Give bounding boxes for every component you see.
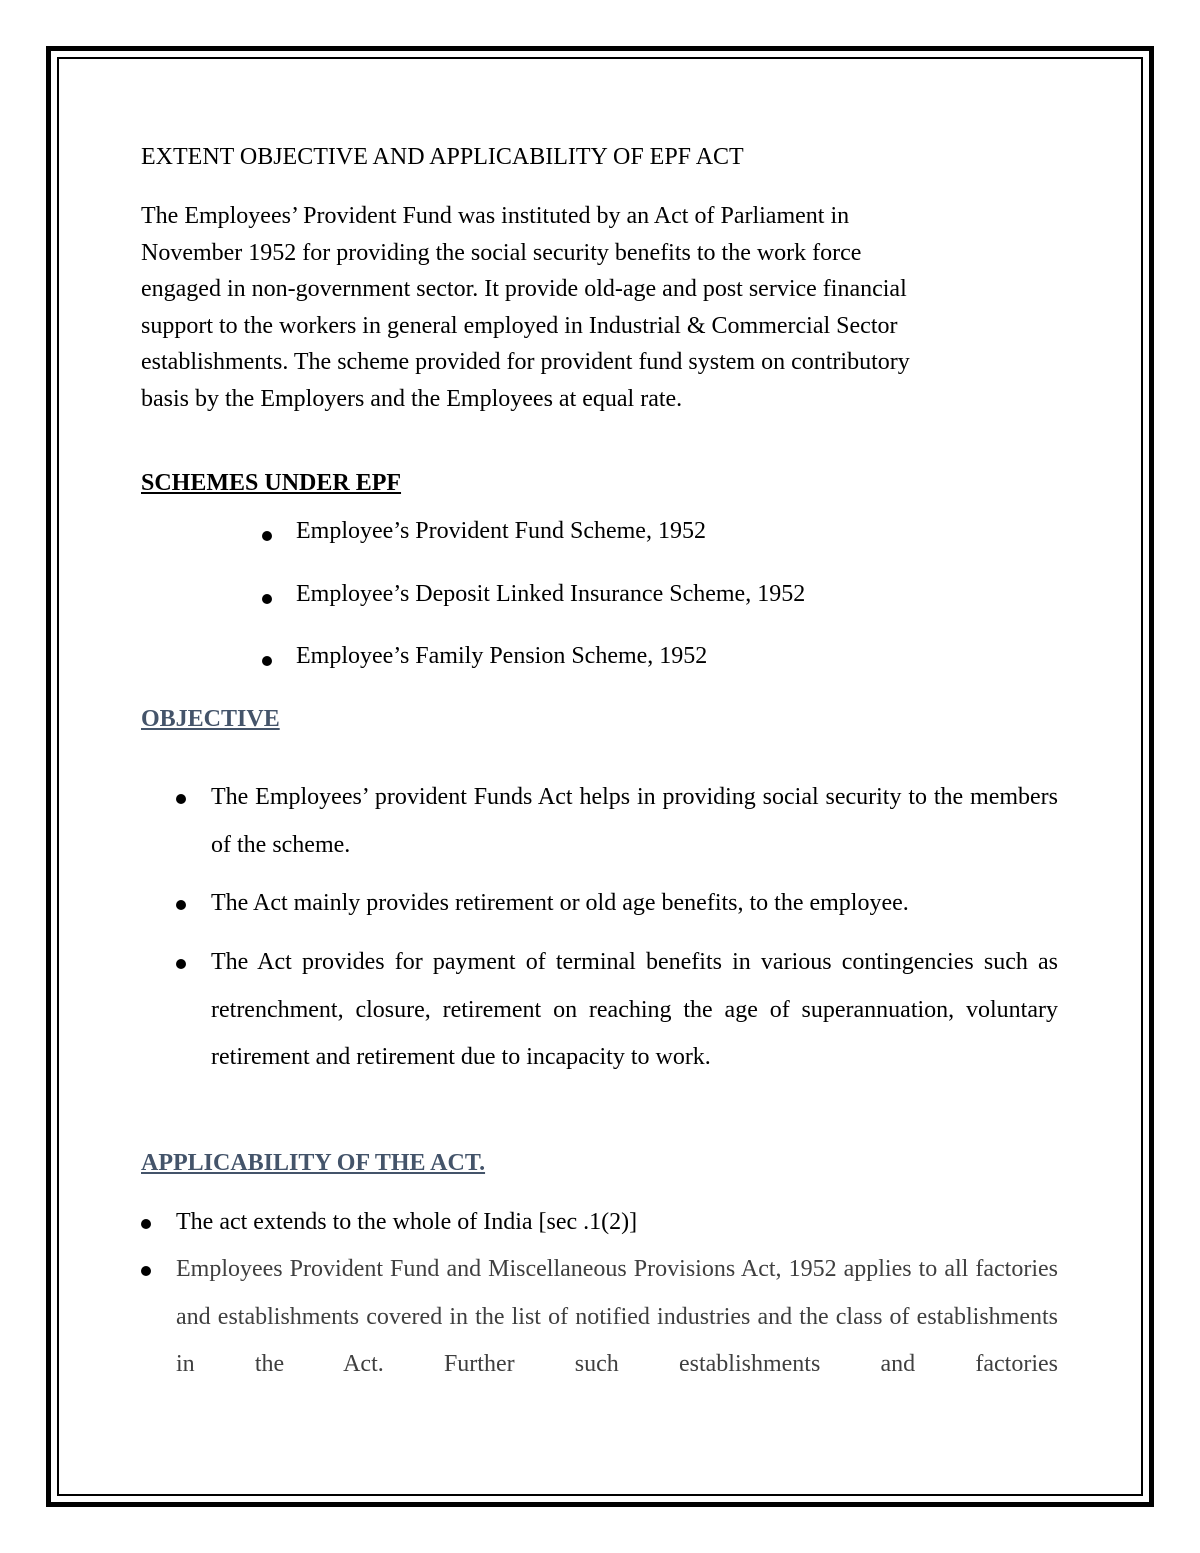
objective-item: The Employees’ provident Funds Act helps in providing social security to the members of the scheme. xyxy=(211,784,1058,858)
intro-line: The Employees’ Provident Fund was instituted by an Act of Parliament in xyxy=(141,203,850,229)
intro-line: support to the workers in general employed in Industrial & Commercial Sector xyxy=(141,312,898,339)
objective-heading: OBJECTIVE xyxy=(141,706,280,732)
objective-item: The Act mainly provides retirement or old age benefits, to the employee. xyxy=(211,890,909,916)
bullet-icon xyxy=(262,531,272,541)
scheme-item: Employee’s Family Pension Scheme, 1952 xyxy=(296,643,708,669)
bullet-icon xyxy=(262,656,272,666)
bullet-icon xyxy=(176,959,186,969)
intro-line: establishments. The scheme provided for provident fund system on contributory xyxy=(141,349,910,375)
intro-line: basis by the Employers and the Employees at equal rate. xyxy=(141,385,683,412)
applicability-item: The act extends to the whole of India [sec .1(2)] xyxy=(176,1209,638,1235)
schemes-heading: SCHEMES UNDER EPF xyxy=(141,470,402,496)
scheme-item: Employee’s Provident Fund Scheme, 1952 xyxy=(296,518,706,544)
applicability-heading: APPLICABILITY OF THE ACT. xyxy=(141,1150,486,1176)
intro-paragraph xyxy=(141,198,1061,417)
bullet-icon xyxy=(141,1266,151,1276)
scheme-item: Employee’s Deposit Linked Insurance Scheme, 1952 xyxy=(296,581,806,607)
applicability-item: Employees Provident Fund and Miscellaneous Provisions Act, 1952 applies to all factories and establishments covered in the list of notified industries and the class of establishments in the Act. Further such establishments and factories xyxy=(176,1256,1058,1377)
bullet-icon xyxy=(141,1219,151,1229)
intro-line: engaged in non-government sector. It provide old-age and post service financial xyxy=(141,276,907,302)
bullet-icon xyxy=(262,594,272,604)
bullet-icon xyxy=(176,900,186,910)
document-title: EXTENT OBJECTIVE AND APPLICABILITY OF EPF ACT xyxy=(141,144,744,170)
objective-item: The Act provides for payment of terminal benefits in various contingencies such as retrenchment, closure, retirement on reaching the age of superannuation, voluntary retirement and retirement due to incapacity to work. xyxy=(211,949,1058,1070)
bullet-icon xyxy=(176,794,186,804)
intro-line: November 1952 for providing the social security benefits to the work force xyxy=(141,239,862,266)
